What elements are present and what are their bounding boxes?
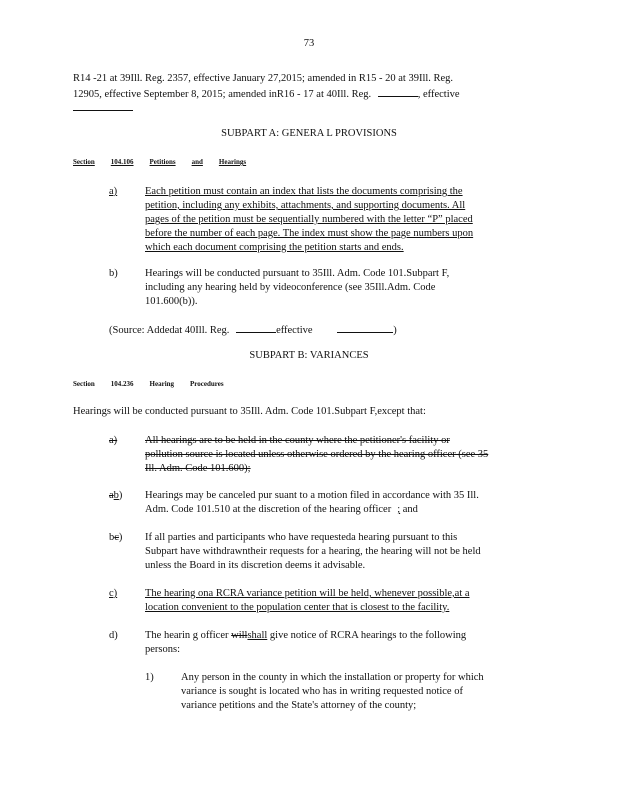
item-a2-label: a) (109, 435, 118, 446)
deleted-will: will (231, 630, 248, 641)
item-b1-line: Hearings will be conducted pursuant to 35Ill. Adm. Code 101.Subpart F, (145, 268, 450, 279)
item-a1-line: pages of the petition must be sequentially numbered with the letter “P” placed (145, 214, 473, 225)
item-d1-line: Any person in the county in which the installation or property for which (181, 672, 484, 683)
item-d1-text (181, 671, 484, 713)
item-d1-line: variance is sought is located who has in writing requested notice of (181, 686, 463, 697)
deleted-label: c (114, 532, 119, 543)
label-paren: ) (118, 490, 123, 501)
subpart-b-heading: SUBPART B: VARIANCES (249, 350, 369, 361)
item-b1-text (145, 267, 449, 309)
item-d-text-b: give notice of RCRA hearings to the following (267, 630, 467, 641)
history-line-2 (73, 86, 460, 102)
blank-source-reg (236, 322, 276, 333)
source-text: (Source: Addedat 40Ill. Reg. (109, 325, 230, 336)
item-bc-text (145, 531, 481, 573)
history-effective: , effective (417, 89, 460, 100)
item-bc-line: If all parties and participants who have requesteda hearing pursuant to this (145, 532, 458, 543)
inserted-shall: shall (247, 630, 268, 641)
deleted-label: a (109, 490, 114, 501)
item-b1-line: including any hearing held by videoconference (see 35Ill.Adm. Code (145, 282, 436, 293)
item-d1-label: 1) (145, 672, 154, 683)
label-paren: ) (118, 532, 123, 543)
section-title-2: Procedures (190, 380, 224, 388)
item-a1-line: before the number of each page. The index must show the page numbers upon (145, 228, 474, 239)
section-104-106-heading (73, 158, 262, 166)
item-d-line-2: persons: (145, 644, 180, 655)
inserted-semicolon: ; (397, 504, 401, 515)
section-title-1: Hearing (149, 380, 175, 388)
item-d-text (145, 629, 466, 657)
item-a2-line: Ill. Adm. Code 101.600); (145, 463, 251, 474)
item-d1-line: variance petitions and the State's attorney of the county; (181, 700, 417, 711)
item-c-text (145, 587, 470, 615)
item-d-label: d) (109, 630, 118, 641)
blank-source-effective (337, 322, 393, 333)
section-word: Section (73, 380, 95, 388)
source-close: ) (393, 325, 397, 336)
section-number: 104.236 (110, 380, 134, 388)
subpart-a-heading: SUBPART A: GENERA L PROVISIONS (221, 128, 397, 139)
item-d-line-1 (145, 629, 466, 643)
history-line-1: R14 -21 at 39Ill. Reg. 2357, effective January 27,2015; amended in R15 - 20 at 39Ill. Reg. (73, 73, 454, 84)
item-ab-label (109, 489, 122, 503)
source-note (109, 322, 397, 338)
source-effective: effective (276, 325, 313, 336)
item-c-line: location convenient to the population center that is closest to the facility. (145, 602, 450, 613)
item-b1-label: b) (109, 268, 118, 279)
item-a2-text (145, 434, 488, 476)
item-a2-line: pollution source is located unless otherwise ordered by the hearing officer (see 35 (145, 449, 489, 460)
item-a1-line: petition, including any exhibits, attachments, and supporting documents. All (145, 200, 466, 211)
page-number: 73 (303, 38, 315, 49)
item-ab-text (145, 489, 479, 517)
item-c-line: The hearing ona RCRA variance petition will be held, whenever possible,at a (145, 588, 470, 599)
item-a1-line: which each document comprising the petition starts and ends. (145, 242, 404, 253)
item-c-label: c) (109, 588, 118, 599)
section-word: Section (73, 158, 95, 166)
section-title-and: and (191, 158, 203, 166)
item-a1-text (145, 185, 473, 255)
item-a2-line: All hearings are to be held in the county where the petitioner's facility or (145, 435, 450, 446)
item-d-text-a: The hearin g officer (145, 630, 232, 641)
item-a1-line: Each petition must contain an index that lists the documents comprising the (145, 186, 463, 197)
intro-paragraph: Hearings will be conducted pursuant to 35Ill. Adm. Code 101.Subpart F,except that: (73, 406, 426, 417)
section-title-1: Petitions (149, 158, 176, 166)
item-ab-line: Hearings may be canceled pur suant to a motion filed in accordance with 35 Ill. (145, 490, 479, 501)
blank-effective-line (73, 110, 133, 111)
item-ab-and: and (400, 504, 418, 515)
item-b1-line: 101.600(b)). (145, 296, 198, 307)
section-title-2: Hearings (218, 158, 247, 166)
item-a1-label: a) (109, 186, 118, 197)
item-ab-line-2 (145, 503, 479, 517)
item-bc-line: unless the Board in its discretion deems it advisable. (145, 560, 366, 571)
section-number: 104.106 (110, 158, 134, 166)
section-104-236-heading (73, 380, 240, 388)
history-line-2-text: 12905, effective September 8, 2015; amended inR16 - 17 at 40Ill. Reg. (73, 89, 372, 100)
item-bc-line: Subpart have withdrawntheir requests for a hearing, the hearing will not be held (145, 546, 481, 557)
item-bc-label (109, 531, 122, 545)
item-ab-line-2-text: Adm. Code 101.510 at the discretion of the hearing officer (145, 504, 392, 515)
blank-reg-line (378, 86, 418, 97)
label-letter: b (109, 532, 115, 543)
inserted-label: b (113, 490, 119, 501)
